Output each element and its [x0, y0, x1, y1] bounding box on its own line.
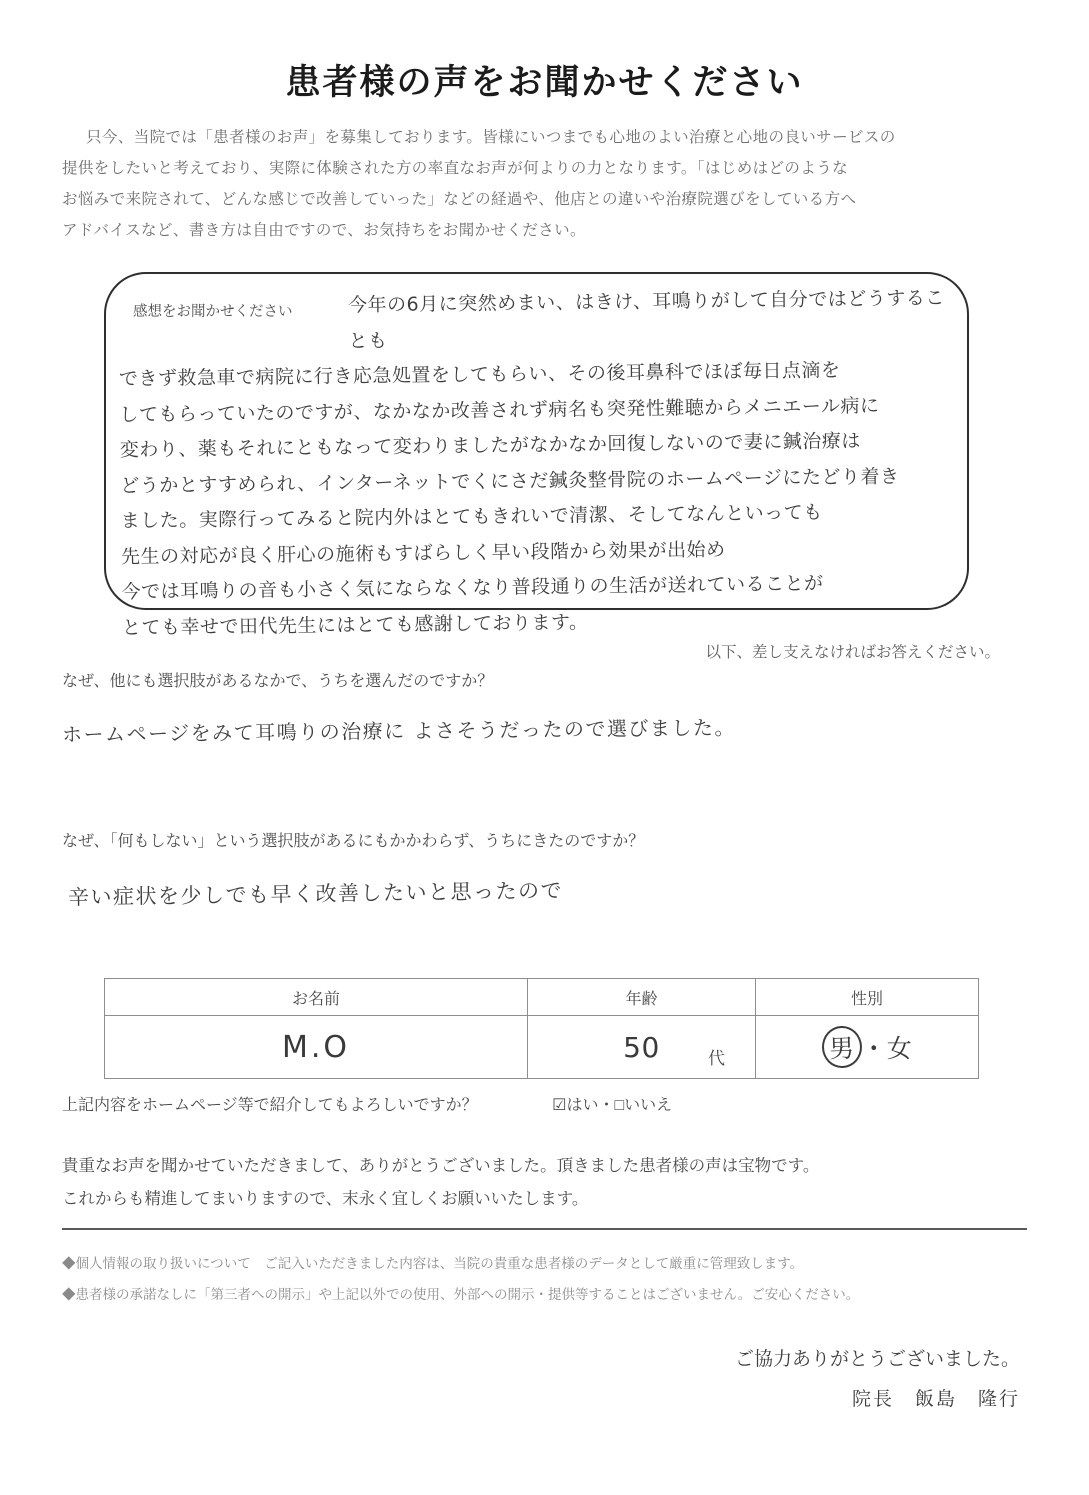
closing-signature: 院長 飯島 隆行 [851, 1389, 1020, 1410]
intro-paragraph [62, 122, 1027, 246]
header-sex: 性別 [756, 979, 979, 1016]
header-age: 年齢 [528, 979, 756, 1016]
question-2: なぜ、「何もしない」という選択肢があるにもかかわらず、うちにきたのですか？ [62, 833, 645, 850]
fineprint-line-2: ◆患者様の承諾なしに「第三者への開示」や上記以外での使用、外部への開示・提供等することはございません。ご安心ください。 [62, 1287, 860, 1302]
thanks-line-1: 貴重なお声を聞かせていただきまして、ありがとうございました。頂きました患者様の声は宝物です。 [62, 1157, 820, 1175]
handwriting-line-7: 先生の対応が良く肝心の施術もすばらしく早い段階から効果が出始め [120, 538, 726, 568]
closing-block [0, 1340, 1020, 1420]
value-age: 50 [623, 1030, 660, 1064]
handwriting-line-1: 今年の6月に突然めまい、はきけ、耳鳴りがして自分ではどうすることも [347, 287, 945, 352]
value-name: M.O [281, 1029, 351, 1065]
intro-line-4: アドバイスなど、書き方は自由ですので、お気持ちをお聞かせください。 [62, 222, 586, 239]
consent-row [62, 1092, 672, 1115]
intro-line-2: 提供をしたいと考えており、実際に体験された方の率直なお声が何よりの力となります。「はじめはどのような [62, 160, 849, 177]
thanks-line-2: これからも精進してまいりますので、末永く宜しくお願いいたします。 [62, 1190, 589, 1208]
respondent-info-table [104, 978, 979, 1079]
handwriting-line-6: ました。実際行ってみると院内外はとてもきれいで清潔、そしてなんといっても [120, 501, 823, 533]
thanks-block [62, 1150, 819, 1216]
consent-choices[interactable]: ☑はい・□いいえ [552, 1097, 673, 1114]
handwritten-comment [118, 281, 962, 646]
consent-question: 上記内容をホームページ等で紹介してもよろしいですか？ [62, 1097, 478, 1114]
intro-line-1: 只今、当院では「患者様のお声」を募集しております。皆様にいつまでも心地のよい治療と心地の良いサービスの [86, 129, 896, 146]
sex-separator: ・ [861, 1034, 887, 1063]
fineprint-line-1: ◆個人情報の取り扱いについて ご記入いただきました内容は、当院の貴重な患者様のデータとして厳重に管理致します。 [62, 1256, 804, 1271]
answer-2: 辛い症状を少しでも早く改善したいと思ったので [67, 878, 564, 910]
age-suffix-label: 代 [708, 1049, 725, 1068]
intro-line-3: お悩みで来院されて、どんな感じで改善していった」などの経過や、他店との違いや治療院選びをしている方へ [62, 191, 857, 208]
cell-age [528, 1016, 756, 1079]
question-1: なぜ、他にも選択肢があるなかで、うちを選んだのですか？ [62, 673, 494, 690]
fineprint-block [62, 1248, 1027, 1310]
handwriting-line-5: どうかとすすめられ、インターネットでくにさだ鍼灸整骨院のホームページにたどり着き [120, 465, 900, 497]
closing-thanks: ご協力ありがとうございました。 [734, 1349, 1020, 1370]
answer-note: 以下、差し支えなければお答えください。 [705, 644, 1000, 661]
header-name: お名前 [105, 979, 528, 1016]
page-title: 患者様の声をお聞かせください [285, 63, 804, 102]
cell-name [105, 1016, 528, 1079]
handwriting-line-3: してもらっていたのですが、なかなか改善されず病名も突発性難聴からメニエール病に [119, 394, 880, 426]
table-header-row [105, 979, 979, 1016]
handwriting-line-9: とても幸せで田代先生にはとても感謝しております。 [121, 610, 589, 639]
value-sex-selected: 男 [821, 1025, 862, 1068]
table-row [105, 1016, 979, 1079]
value-sex-other: 女 [886, 1034, 913, 1063]
answer-1: ホームページをみて耳鳴りの治療に よさそうだったので選びました。 [61, 715, 737, 747]
handwriting-line-2: できず救急車で病院に行き応急処置をしてもらい、その後耳鼻科でほぼ毎日点滴を [118, 359, 841, 391]
cell-sex [756, 1016, 979, 1079]
comment-box-label: 感想をお聞かせください [133, 304, 293, 320]
handwriting-line-4: 変わり、薬もそれにともなって変わりましたがなかなか回復しないので妻に鍼治療は [119, 430, 861, 462]
handwriting-line-8: 今では耳鳴りの音も小さく気にならなくなり普段通りの生活が送れていることが [121, 572, 824, 604]
divider [62, 1228, 1027, 1230]
